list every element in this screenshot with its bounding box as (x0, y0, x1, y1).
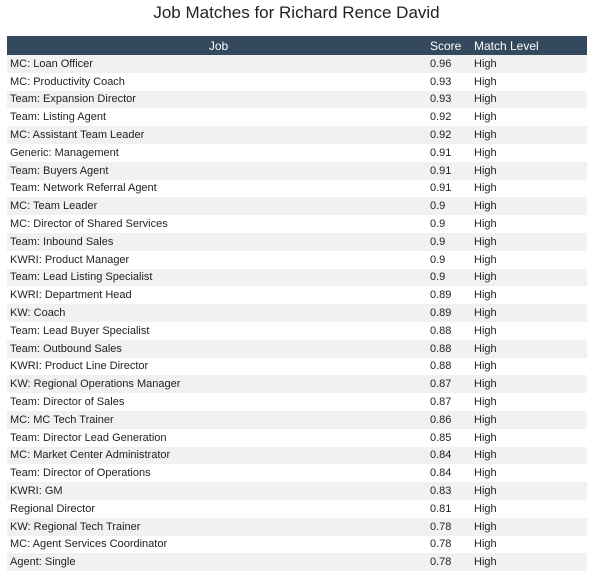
job-cell: MC: Director of Shared Services (7, 215, 430, 233)
job-cell: Agent: Single (7, 553, 430, 571)
score-cell: 0.78 (430, 553, 474, 571)
job-matches-table (7, 36, 587, 571)
job-cell: Generic: Management (7, 144, 430, 162)
table-row (7, 500, 587, 518)
table-row (7, 304, 587, 322)
match-level-cell: High (474, 464, 587, 482)
job-cell: Team: Director of Operations (7, 464, 430, 482)
job-cell: Team: Lead Listing Specialist (7, 269, 430, 287)
job-cell: Team: Lead Buyer Specialist (7, 322, 430, 340)
job-cell: Team: Network Referral Agent (7, 180, 430, 198)
score-cell: 0.9 (430, 197, 474, 215)
column-header-job[interactable]: Job (7, 36, 430, 55)
match-level-cell: High (474, 518, 587, 536)
job-cell: KWRI: Department Head (7, 286, 430, 304)
table-row (7, 340, 587, 358)
score-cell: 0.84 (430, 464, 474, 482)
score-cell: 0.96 (430, 55, 474, 73)
table-row (7, 180, 587, 198)
table-row (7, 269, 587, 287)
table-row (7, 553, 587, 571)
match-level-cell: High (474, 233, 587, 251)
match-level-cell: High (474, 393, 587, 411)
match-level-cell: High (474, 215, 587, 233)
job-cell: KW: Regional Tech Trainer (7, 518, 430, 536)
job-cell: MC: Assistant Team Leader (7, 126, 430, 144)
job-cell: MC: MC Tech Trainer (7, 411, 430, 429)
job-cell: KW: Coach (7, 304, 430, 322)
match-level-cell: High (474, 126, 587, 144)
match-level-cell: High (474, 429, 587, 447)
score-cell: 0.88 (430, 358, 474, 376)
match-level-cell: High (474, 91, 587, 109)
table-row (7, 464, 587, 482)
match-level-cell: High (474, 411, 587, 429)
column-header-match-level[interactable]: Match Level (474, 36, 587, 55)
match-level-cell: High (474, 375, 587, 393)
job-cell: Team: Director of Sales (7, 393, 430, 411)
score-cell: 0.9 (430, 233, 474, 251)
table-row (7, 536, 587, 554)
match-level-cell: High (474, 304, 587, 322)
score-cell: 0.78 (430, 518, 474, 536)
job-cell: Team: Director Lead Generation (7, 429, 430, 447)
table-row (7, 162, 587, 180)
job-cell: MC: Loan Officer (7, 55, 430, 73)
table-row (7, 429, 587, 447)
score-cell: 0.89 (430, 286, 474, 304)
table-row (7, 411, 587, 429)
score-cell: 0.78 (430, 536, 474, 554)
score-cell: 0.88 (430, 322, 474, 340)
score-cell: 0.87 (430, 375, 474, 393)
job-cell: Team: Buyers Agent (7, 162, 430, 180)
table-row (7, 215, 587, 233)
score-cell: 0.86 (430, 411, 474, 429)
score-cell: 0.88 (430, 340, 474, 358)
match-level-cell: High (474, 73, 587, 91)
match-level-cell: High (474, 340, 587, 358)
table-row (7, 358, 587, 376)
job-cell: MC: Team Leader (7, 197, 430, 215)
score-cell: 0.92 (430, 108, 474, 126)
match-level-cell: High (474, 162, 587, 180)
match-level-cell: High (474, 269, 587, 287)
score-cell: 0.91 (430, 144, 474, 162)
table-row (7, 144, 587, 162)
match-level-cell: High (474, 197, 587, 215)
table-row (7, 108, 587, 126)
column-header-score[interactable]: Score (430, 36, 474, 55)
page-title: Job Matches for Richard Rence David (153, 3, 440, 22)
table-row (7, 126, 587, 144)
job-cell: Team: Expansion Director (7, 91, 430, 109)
job-cell: Regional Director (7, 500, 430, 518)
job-cell: Team: Inbound Sales (7, 233, 430, 251)
score-cell: 0.93 (430, 91, 474, 109)
match-level-cell: High (474, 447, 587, 465)
match-level-cell: High (474, 322, 587, 340)
score-cell: 0.9 (430, 269, 474, 287)
table-body (7, 55, 587, 571)
match-level-cell: High (474, 500, 587, 518)
table-row (7, 393, 587, 411)
score-cell: 0.9 (430, 251, 474, 269)
table-row (7, 197, 587, 215)
match-level-cell: High (474, 108, 587, 126)
score-cell: 0.84 (430, 447, 474, 465)
score-cell: 0.87 (430, 393, 474, 411)
score-cell: 0.85 (430, 429, 474, 447)
score-cell: 0.92 (430, 126, 474, 144)
job-cell: MC: Productivity Coach (7, 73, 430, 91)
table-row (7, 322, 587, 340)
score-cell: 0.9 (430, 215, 474, 233)
table-row (7, 518, 587, 536)
job-cell: KW: Regional Operations Manager (7, 375, 430, 393)
table-row (7, 447, 587, 465)
match-level-cell: High (474, 251, 587, 269)
table-row (7, 73, 587, 91)
score-cell: 0.91 (430, 162, 474, 180)
match-level-cell: High (474, 358, 587, 376)
job-cell: MC: Market Center Administrator (7, 447, 430, 465)
match-level-cell: High (474, 553, 587, 571)
match-level-cell: High (474, 286, 587, 304)
match-level-cell: High (474, 144, 587, 162)
job-cell: Team: Listing Agent (7, 108, 430, 126)
job-cell: MC: Agent Services Coordinator (7, 536, 430, 554)
table-row (7, 251, 587, 269)
score-cell: 0.93 (430, 73, 474, 91)
score-cell: 0.83 (430, 482, 474, 500)
match-level-cell: High (474, 536, 587, 554)
score-cell: 0.91 (430, 180, 474, 198)
score-cell: 0.81 (430, 500, 474, 518)
table-row (7, 375, 587, 393)
table-row (7, 91, 587, 109)
table-row (7, 482, 587, 500)
score-cell: 0.89 (430, 304, 474, 322)
job-cell: KWRI: Product Line Director (7, 358, 430, 376)
table-row (7, 286, 587, 304)
match-level-cell: High (474, 55, 587, 73)
match-level-cell: High (474, 180, 587, 198)
job-cell: KWRI: Product Manager (7, 251, 430, 269)
table-row (7, 233, 587, 251)
table-header-row (7, 36, 587, 55)
match-level-cell: High (474, 482, 587, 500)
table-row (7, 55, 587, 73)
job-cell: Team: Outbound Sales (7, 340, 430, 358)
job-cell: KWRI: GM (7, 482, 430, 500)
